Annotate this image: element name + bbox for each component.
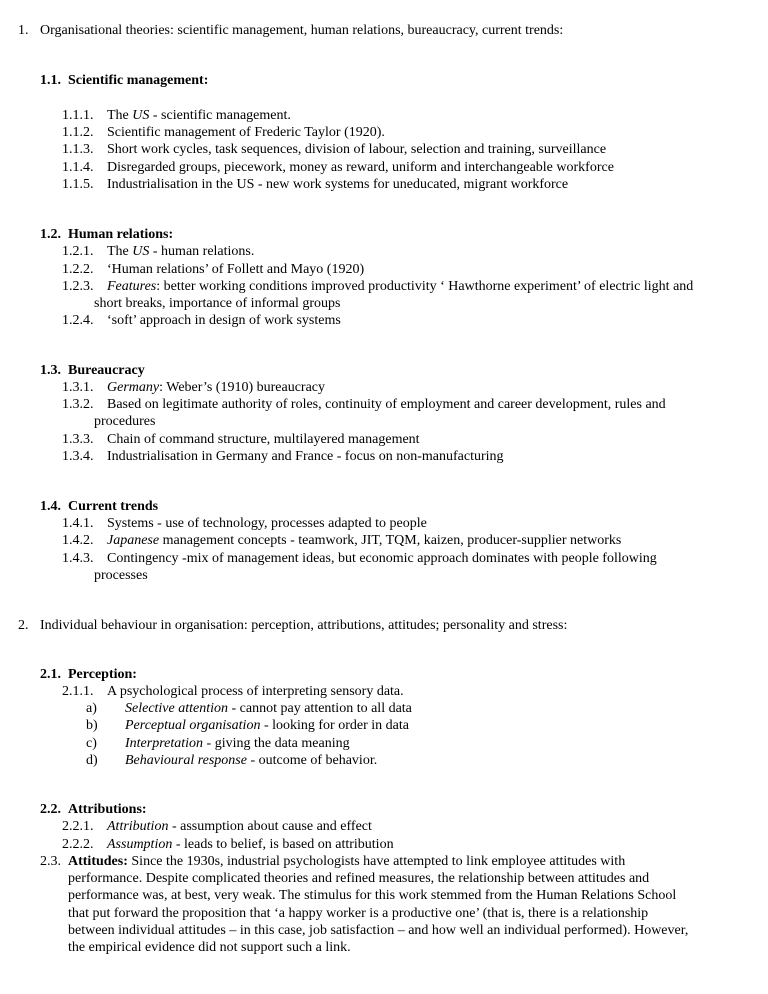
item-text: : better working conditions improved productivity ‘ Hawthorne experiment’ of electric light and (156, 279, 694, 294)
list-item: Short work cycles, task sequences, division of labour, selection and training, surveillance (107, 142, 607, 157)
sub-item-letter: d) (86, 753, 98, 768)
sub-list-item (125, 700, 412, 717)
item-number: 1.2.3. (62, 279, 94, 294)
sub-item-letter: b) (86, 718, 98, 733)
item-number: 1.3.4. (62, 449, 94, 464)
item-number: 1.1.5. (62, 177, 94, 192)
list-item (107, 278, 693, 295)
item-text: : Weber’s (1910) bureaucracy (159, 380, 326, 395)
list-item (107, 836, 394, 853)
subsection-1-2-title: Human relations: (68, 227, 174, 242)
item-number: 1.1.4. (62, 160, 94, 175)
item-number: 1.3.2. (62, 397, 94, 412)
item-number: 1.1.1. (62, 108, 94, 123)
item-emphasis: Behavioural response (125, 753, 247, 768)
item-number: 1.4.3. (62, 551, 94, 566)
list-item (107, 107, 291, 124)
list-item: Disregarded groups, piecework, money as reward, uniform and interchangeable workforce (107, 160, 614, 175)
item-number: 2.2.2. (62, 837, 94, 852)
item-number: 1.4.1. (62, 516, 94, 531)
paragraph-line: the empirical evidence did not support such a link. (68, 940, 351, 955)
subsection-1-3-number: 1.3. (40, 363, 61, 378)
item-text: management concepts - teamwork, JIT, TQM, kaizen, producer-supplier networks (159, 533, 622, 548)
sub-item-letter: c) (86, 736, 97, 751)
paragraph-text: Since the 1930s, industrial psychologists have attempted to link employee attitudes with (127, 854, 626, 869)
item-text: - giving the data meaning (203, 736, 350, 751)
item-text: - outcome of behavior. (246, 753, 378, 768)
item-number: 1.3.3. (62, 432, 94, 447)
list-item-continuation: procedures (94, 414, 156, 429)
item-text: The (107, 108, 133, 123)
subsection-1-1-number: 1.1. (40, 73, 61, 88)
subsection-2-2-number: 2.2. (40, 802, 61, 817)
item-text: - leads to belief, is based on attribution (172, 837, 394, 852)
list-item (107, 818, 372, 835)
item-number: 1.2.2. (62, 262, 94, 277)
item-number: 1.2.4. (62, 313, 94, 328)
item-text: - assumption about cause and effect (168, 819, 372, 834)
list-item-continuation: short breaks, importance of informal groups (94, 296, 341, 311)
sub-list-item (125, 717, 409, 734)
item-emphasis: US (132, 108, 150, 123)
paragraph-line: performance was, at best, very weak. The stimulus for this work stemmed from the Human Relations School (68, 888, 677, 903)
subsection-2-2-title: Attributions: (68, 802, 147, 817)
item-number: 1.2.1. (62, 244, 94, 259)
subsection-1-4-number: 1.4. (40, 499, 61, 514)
section-1-heading: Organisational theories: scientific management, human relations, bureaucracy, current trends: (40, 23, 564, 38)
item-emphasis: Attribution (107, 819, 169, 834)
item-number: 1.1.3. (62, 142, 94, 157)
item-emphasis: Selective attention (125, 701, 229, 716)
attitudes-paragraph-first-line (68, 853, 625, 870)
item-text: The (107, 244, 133, 259)
section-1-number: 1. (18, 23, 29, 38)
item-emphasis: Assumption (107, 837, 173, 852)
sub-item-letter: a) (86, 701, 97, 716)
sub-list-item (125, 735, 350, 752)
list-item-continuation: processes (94, 568, 148, 583)
item-emphasis: Features (107, 279, 157, 294)
subsection-2-1-title: Perception: (68, 667, 137, 682)
item-number: 2.1.1. (62, 684, 94, 699)
item-number: 1.1.2. (62, 125, 94, 140)
section-2-number: 2. (18, 618, 29, 633)
paragraph-line: performance. Despite complicated theories and refined measures, the relationship between attitudes and (68, 871, 650, 886)
subsection-1-1-title: Scientific management: (68, 73, 209, 88)
subsection-2-1-number: 2.1. (40, 667, 61, 682)
list-item: ‘Human relations’ of Follett and Mayo (1920) (107, 262, 365, 277)
list-item: Scientific management of Frederic Taylor (1920). (107, 125, 385, 140)
subsection-2-3-title: Attitudes: (68, 854, 128, 869)
item-number: 2.2.1. (62, 819, 94, 834)
subsection-1-4-title: Current trends (68, 499, 159, 514)
item-number: 1.3.1. (62, 380, 94, 395)
paragraph-line: that put forward the proposition that ‘a happy worker is a productive one’ (that is, there is a relationship (68, 906, 649, 921)
list-item (107, 379, 325, 396)
list-item: Chain of command structure, multilayered management (107, 432, 420, 447)
item-text: - scientific management. (149, 108, 291, 123)
item-emphasis: Perceptual organisation (125, 718, 261, 733)
item-text: - human relations. (149, 244, 255, 259)
item-emphasis: Germany (107, 380, 160, 395)
list-item: Systems - use of technology, processes adapted to people (107, 516, 427, 531)
list-item (107, 243, 254, 260)
item-text: - looking for order in data (260, 718, 409, 733)
list-item: Based on legitimate authority of roles, continuity of employment and career development, rules and (107, 397, 666, 412)
section-2-heading: Individual behaviour in organisation: perception, attributions, attitudes; personality and stress: (40, 618, 568, 633)
list-item: Industrialisation in the US - new work systems for uneducated, migrant workforce (107, 177, 569, 192)
sub-list-item (125, 752, 377, 769)
list-item (107, 532, 621, 549)
list-item: A psychological process of interpreting sensory data. (107, 684, 404, 699)
paragraph-line: between individual attitudes – in this case, job satisfaction – and how well an individual performed). However, (68, 923, 689, 938)
list-item: Industrialisation in Germany and France - focus on non-manufacturing (107, 449, 504, 464)
subsection-1-3-title: Bureaucracy (68, 363, 145, 378)
subsection-2-3-number: 2.3. (40, 854, 61, 869)
item-number: 1.4.2. (62, 533, 94, 548)
item-text: - cannot pay attention to all data (228, 701, 412, 716)
item-emphasis: Japanese (107, 533, 160, 548)
list-item: ‘soft’ approach in design of work systems (107, 313, 341, 328)
item-emphasis: Interpretation (125, 736, 204, 751)
list-item: Contingency -mix of management ideas, but economic approach dominates with people following (107, 551, 657, 566)
subsection-1-2-number: 1.2. (40, 227, 61, 242)
item-emphasis: US (132, 244, 150, 259)
